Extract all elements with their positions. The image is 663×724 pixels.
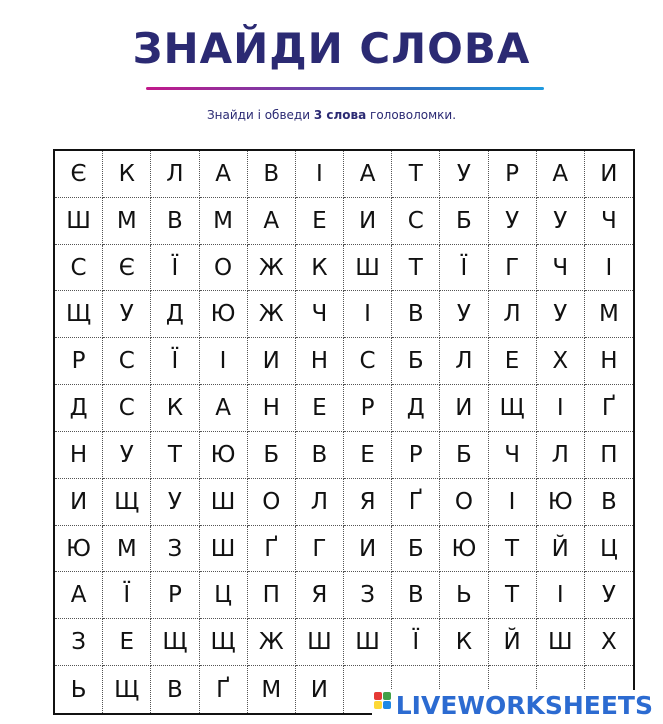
grid-cell[interactable]: Ч	[537, 245, 585, 292]
grid-cell[interactable]: І	[489, 479, 537, 526]
grid-cell[interactable]: У	[103, 291, 151, 338]
grid-cell[interactable]: А	[200, 151, 248, 198]
grid-cell[interactable]: Щ	[200, 619, 248, 666]
grid-cell[interactable]: Р	[55, 338, 103, 385]
grid-cell[interactable]: Н	[585, 338, 633, 385]
grid-cell[interactable]: Т	[392, 151, 440, 198]
grid-cell[interactable]: І	[344, 291, 392, 338]
instructions-word-count: 3 слова	[313, 108, 367, 122]
grid-cell[interactable]: И	[440, 385, 488, 432]
grid-cell[interactable]: С	[55, 245, 103, 292]
grid-cell[interactable]: И	[585, 151, 633, 198]
grid-cell[interactable]: И	[344, 526, 392, 573]
grid-cell[interactable]: Л	[440, 338, 488, 385]
grid-cell[interactable]: С	[344, 338, 392, 385]
grid-cell[interactable]: В	[248, 151, 296, 198]
grid-cell[interactable]: М	[103, 198, 151, 245]
grid-cell[interactable]: Щ	[55, 291, 103, 338]
grid-cell[interactable]: Ґ	[248, 526, 296, 573]
grid-cell[interactable]: И	[55, 479, 103, 526]
grid-cell[interactable]: Б	[440, 432, 488, 479]
grid-cell[interactable]: Б	[440, 198, 488, 245]
grid-cell[interactable]: Е	[489, 338, 537, 385]
grid-cell[interactable]: Д	[55, 385, 103, 432]
grid-cell[interactable]: А	[55, 572, 103, 619]
grid-cell[interactable]: О	[440, 479, 488, 526]
grid-cell[interactable]: Ґ	[585, 385, 633, 432]
grid-cell[interactable]: А	[200, 385, 248, 432]
watermark-text: LIVEWORKSHEETS	[395, 690, 653, 720]
grid-cell[interactable]: И	[344, 198, 392, 245]
title-underline	[146, 87, 544, 90]
grid-cell[interactable]: С	[103, 385, 151, 432]
grid-cell[interactable]: И	[248, 338, 296, 385]
grid-cell[interactable]: Щ	[103, 479, 151, 526]
grid-cell[interactable]: Д	[392, 385, 440, 432]
grid-cell[interactable]: Ї	[151, 338, 199, 385]
word-search-grid	[53, 149, 635, 715]
grid-cell[interactable]: С	[103, 338, 151, 385]
grid-cell[interactable]: Л	[489, 291, 537, 338]
grid-cell[interactable]: Ю	[537, 479, 585, 526]
grid-cell[interactable]: К	[440, 619, 488, 666]
grid-cell[interactable]: Н	[248, 385, 296, 432]
grid-cell[interactable]: В	[296, 432, 344, 479]
grid-cell[interactable]: Я	[344, 479, 392, 526]
grid-cell[interactable]: М	[103, 526, 151, 573]
grid-cell[interactable]: Ю	[200, 291, 248, 338]
grid-cell[interactable]: Щ	[151, 619, 199, 666]
grid-cell[interactable]: Т	[489, 572, 537, 619]
grid-cell[interactable]: У	[151, 479, 199, 526]
grid-cell[interactable]: Є	[55, 151, 103, 198]
grid-cell[interactable]: Й	[537, 526, 585, 573]
grid-cell[interactable]: У	[440, 151, 488, 198]
grid-cell[interactable]: Г	[489, 245, 537, 292]
grid-cell[interactable]: К	[296, 245, 344, 292]
grid-cell[interactable]: Ш	[344, 245, 392, 292]
grid-cell[interactable]: Е	[296, 385, 344, 432]
grid-cell[interactable]: Р	[392, 432, 440, 479]
grid-cell[interactable]: І	[200, 338, 248, 385]
grid-cell[interactable]: Н	[296, 338, 344, 385]
grid-cell[interactable]: У	[440, 291, 488, 338]
grid-cell[interactable]: Ї	[151, 245, 199, 292]
grid-cell[interactable]: Л	[151, 151, 199, 198]
grid-cell[interactable]: В	[151, 666, 199, 713]
grid-cell[interactable]: Ь	[55, 666, 103, 713]
grid-cell[interactable]: Ї	[440, 245, 488, 292]
grid-cell[interactable]: Ю	[200, 432, 248, 479]
grid-cell[interactable]: Е	[296, 198, 344, 245]
grid-cell[interactable]: З	[55, 619, 103, 666]
grid-cell[interactable]: Г	[296, 526, 344, 573]
grid-cell[interactable]: А	[344, 151, 392, 198]
grid-cell[interactable]: Б	[248, 432, 296, 479]
grid-cell[interactable]: Б	[392, 338, 440, 385]
grid-cell[interactable]: С	[392, 198, 440, 245]
grid-cell[interactable]: І	[296, 151, 344, 198]
grid-cell[interactable]: І	[537, 385, 585, 432]
grid-cell[interactable]: Ж	[248, 619, 296, 666]
grid-cell[interactable]: Ж	[248, 245, 296, 292]
grid-cell[interactable]: Л	[537, 432, 585, 479]
grid-cell[interactable]: В	[151, 198, 199, 245]
grid-cell[interactable]: Ї	[103, 572, 151, 619]
grid-cell[interactable]: Е	[344, 432, 392, 479]
grid-cell[interactable]: У	[537, 198, 585, 245]
grid-cell[interactable]: Ї	[392, 619, 440, 666]
grid-cell[interactable]: Л	[296, 479, 344, 526]
grid-cell[interactable]: Ю	[55, 526, 103, 573]
grid-cell[interactable]: Ґ	[392, 479, 440, 526]
grid-cell[interactable]: К	[151, 385, 199, 432]
grid-cell[interactable]: Ш	[344, 619, 392, 666]
grid-cell[interactable]: Е	[103, 619, 151, 666]
grid-cell[interactable]: Ш	[537, 619, 585, 666]
grid-cell[interactable]: Д	[151, 291, 199, 338]
grid-cell[interactable]: В	[585, 479, 633, 526]
grid-cell[interactable]: Р	[489, 151, 537, 198]
grid-cell[interactable]: І	[585, 245, 633, 292]
liveworksheets-watermark	[372, 690, 657, 720]
grid-cell[interactable]: В	[392, 572, 440, 619]
grid-cell[interactable]: М	[200, 198, 248, 245]
grid-cell[interactable]: Ю	[440, 526, 488, 573]
grid-cell[interactable]: З	[344, 572, 392, 619]
grid-cell[interactable]: Ч	[489, 432, 537, 479]
grid-cell[interactable]: Ц	[200, 572, 248, 619]
grid-cell[interactable]: І	[537, 572, 585, 619]
grid-cell[interactable]: У	[585, 572, 633, 619]
grid-cell[interactable]: Т	[489, 526, 537, 573]
grid-cell[interactable]: Т	[392, 245, 440, 292]
grid-cell[interactable]: П	[585, 432, 633, 479]
grid-cell[interactable]: Щ	[103, 666, 151, 713]
grid-cell[interactable]: Ц	[585, 526, 633, 573]
grid-cell[interactable]: М	[585, 291, 633, 338]
grid-cell[interactable]: Щ	[489, 385, 537, 432]
grid-cell[interactable]: Ж	[248, 291, 296, 338]
grid-cell[interactable]: К	[103, 151, 151, 198]
grid-cell[interactable]: Х	[537, 338, 585, 385]
grid-cell[interactable]: Ч	[585, 198, 633, 245]
grid-cell[interactable]: Т	[151, 432, 199, 479]
instructions	[0, 108, 663, 122]
grid-cell[interactable]: А	[248, 198, 296, 245]
grid-cell[interactable]: З	[151, 526, 199, 573]
grid-cell[interactable]: П	[248, 572, 296, 619]
grid-cell[interactable]: Б	[392, 526, 440, 573]
grid-cell[interactable]: Ь	[440, 572, 488, 619]
liveworksheets-logo-icon	[374, 692, 392, 718]
grid-cell[interactable]: Р	[344, 385, 392, 432]
grid-cell[interactable]: Н	[55, 432, 103, 479]
grid-cell[interactable]: Р	[151, 572, 199, 619]
grid-cell[interactable]: Й	[489, 619, 537, 666]
grid-cell[interactable]: Ш	[55, 198, 103, 245]
grid-cell[interactable]: М	[248, 666, 296, 713]
grid-cell[interactable]: О	[200, 245, 248, 292]
grid-cell[interactable]: Ш	[200, 526, 248, 573]
page-title: ЗНАЙДИ СЛОВА	[132, 24, 531, 73]
grid-cell[interactable]: В	[392, 291, 440, 338]
grid-cell[interactable]: И	[296, 666, 344, 713]
grid-cell[interactable]: А	[537, 151, 585, 198]
grid-cell[interactable]: Х	[585, 619, 633, 666]
instructions-text-end: головоломки.	[366, 108, 457, 122]
grid-cell[interactable]: Ґ	[200, 666, 248, 713]
grid-cell[interactable]: У	[103, 432, 151, 479]
grid-cell[interactable]: Ш	[200, 479, 248, 526]
instructions-text-start: Знайди і обведи	[206, 108, 314, 122]
grid-cell[interactable]: О	[248, 479, 296, 526]
grid-cell[interactable]: У	[537, 291, 585, 338]
grid-cell[interactable]: Я	[296, 572, 344, 619]
grid-cell[interactable]: Ш	[296, 619, 344, 666]
grid-cell[interactable]: У	[489, 198, 537, 245]
grid-cell[interactable]: Є	[103, 245, 151, 292]
grid-cell[interactable]: Ч	[296, 291, 344, 338]
